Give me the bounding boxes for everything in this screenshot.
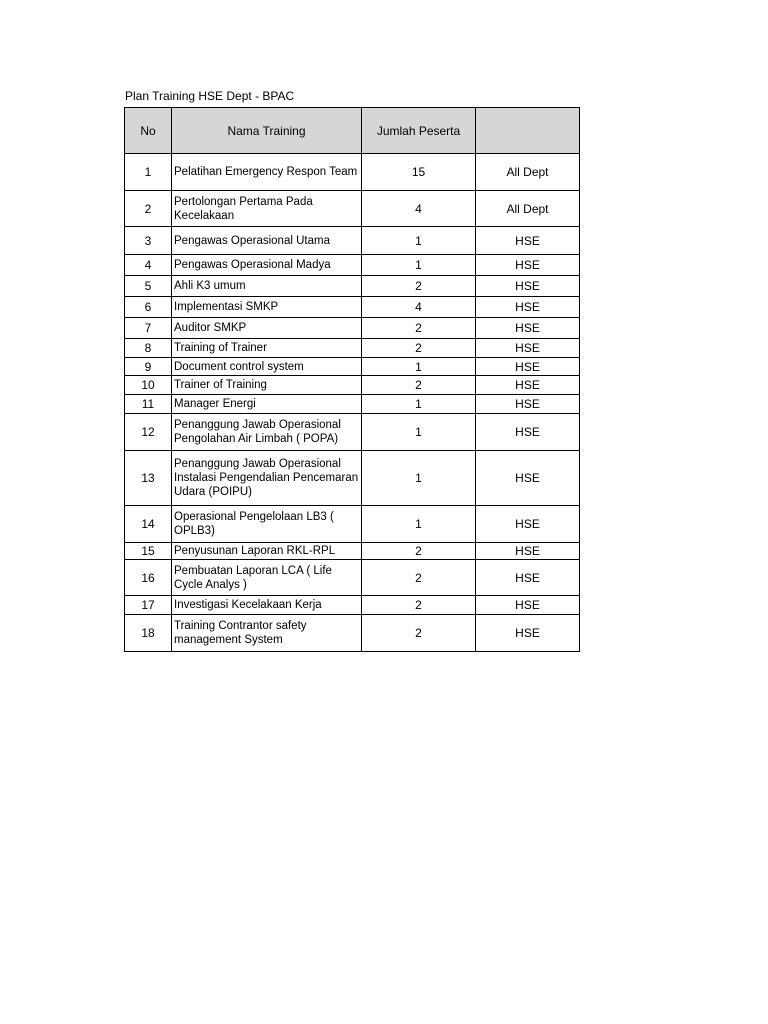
table-row: [125, 506, 580, 543]
document-title: Plan Training HSE Dept - BPAC: [125, 89, 295, 103]
participant-count: 2: [362, 560, 476, 596]
row-number: 13: [125, 451, 172, 506]
training-name: Penanggung Jawab Operasional Instalasi Pengendalian Pencemaran Udara (POIPU): [172, 451, 362, 506]
training-name: Penanggung Jawab Operasional Pengolahan Air Limbah ( POPA): [172, 414, 362, 451]
training-name: Operasional Pengelolaan LB3 ( OPLB3): [172, 506, 362, 543]
row-number: 7: [125, 318, 172, 339]
row-number: 10: [125, 376, 172, 395]
participant-count: 2: [362, 318, 476, 339]
participant-count: 4: [362, 297, 476, 318]
department: HSE: [476, 318, 580, 339]
department: HSE: [476, 596, 580, 615]
participant-count: 1: [362, 451, 476, 506]
participant-count: 2: [362, 615, 476, 652]
participant-count: 2: [362, 596, 476, 615]
header-row: [125, 108, 580, 154]
table-row: [125, 358, 580, 376]
row-number: 3: [125, 227, 172, 255]
row-number: 5: [125, 276, 172, 297]
training-name: Training Contrantor safety management System: [172, 615, 362, 652]
table-row: [125, 191, 580, 227]
department: HSE: [476, 255, 580, 276]
department: All Dept: [476, 154, 580, 191]
participant-count: 1: [362, 358, 476, 376]
row-number: 12: [125, 414, 172, 451]
department: HSE: [476, 227, 580, 255]
table-row: [125, 276, 580, 297]
table-row: [125, 596, 580, 615]
training-plan-table: [124, 107, 580, 652]
training-name: Implementasi SMKP: [172, 297, 362, 318]
table-row: [125, 395, 580, 414]
table-row: [125, 615, 580, 652]
department: HSE: [476, 451, 580, 506]
training-name: Investigasi Kecelakaan Kerja: [172, 596, 362, 615]
row-number: 16: [125, 560, 172, 596]
participant-count: 2: [362, 276, 476, 297]
row-number: 14: [125, 506, 172, 543]
department: HSE: [476, 615, 580, 652]
row-number: 9: [125, 358, 172, 376]
table-row: [125, 227, 580, 255]
row-number: 2: [125, 191, 172, 227]
participant-count: 1: [362, 255, 476, 276]
training-name: Document control system: [172, 358, 362, 376]
row-number: 4: [125, 255, 172, 276]
table-row: [125, 154, 580, 191]
participant-count: 1: [362, 414, 476, 451]
participant-count: 4: [362, 191, 476, 227]
training-name: Trainer of Training: [172, 376, 362, 395]
training-name: Pembuatan Laporan LCA ( Life Cycle Analys ): [172, 560, 362, 596]
department: HSE: [476, 376, 580, 395]
training-name: Pengawas Operasional Madya: [172, 255, 362, 276]
department: HSE: [476, 276, 580, 297]
department: HSE: [476, 560, 580, 596]
participant-count: 15: [362, 154, 476, 191]
header-participant-count: Jumlah Peserta: [362, 108, 476, 154]
training-name: Auditor SMKP: [172, 318, 362, 339]
participant-count: 1: [362, 506, 476, 543]
department: HSE: [476, 297, 580, 318]
participant-count: 2: [362, 339, 476, 358]
table-row: [125, 339, 580, 358]
department: HSE: [476, 358, 580, 376]
training-name: Pelatihan Emergency Respon Team: [172, 154, 362, 191]
table-row: [125, 543, 580, 560]
department: HSE: [476, 395, 580, 414]
row-number: 15: [125, 543, 172, 560]
table-header: [125, 108, 580, 154]
participant-count: 1: [362, 227, 476, 255]
training-name: Training of Trainer: [172, 339, 362, 358]
department: HSE: [476, 414, 580, 451]
table-row: [125, 451, 580, 506]
table-row: [125, 318, 580, 339]
training-name: Penyusunan Laporan RKL-RPL: [172, 543, 362, 560]
training-name: Manager Energi: [172, 395, 362, 414]
training-name: Ahli K3 umum: [172, 276, 362, 297]
participant-count: 1: [362, 395, 476, 414]
row-number: 8: [125, 339, 172, 358]
training-name: Pengawas Operasional Utama: [172, 227, 362, 255]
table-body: [125, 154, 580, 652]
header-training-name: Nama Training: [172, 108, 362, 154]
department: HSE: [476, 543, 580, 560]
row-number: 1: [125, 154, 172, 191]
table-row: [125, 376, 580, 395]
participant-count: 2: [362, 543, 476, 560]
row-number: 6: [125, 297, 172, 318]
department: HSE: [476, 339, 580, 358]
department: HSE: [476, 506, 580, 543]
header-no: No: [125, 108, 172, 154]
row-number: 17: [125, 596, 172, 615]
participant-count: 2: [362, 376, 476, 395]
training-name: Pertolongan Pertama Pada Kecelakaan: [172, 191, 362, 227]
table-row: [125, 414, 580, 451]
row-number: 18: [125, 615, 172, 652]
table-row: [125, 297, 580, 318]
table-row: [125, 255, 580, 276]
department: All Dept: [476, 191, 580, 227]
header-department: [476, 108, 580, 154]
row-number: 11: [125, 395, 172, 414]
table-row: [125, 560, 580, 596]
